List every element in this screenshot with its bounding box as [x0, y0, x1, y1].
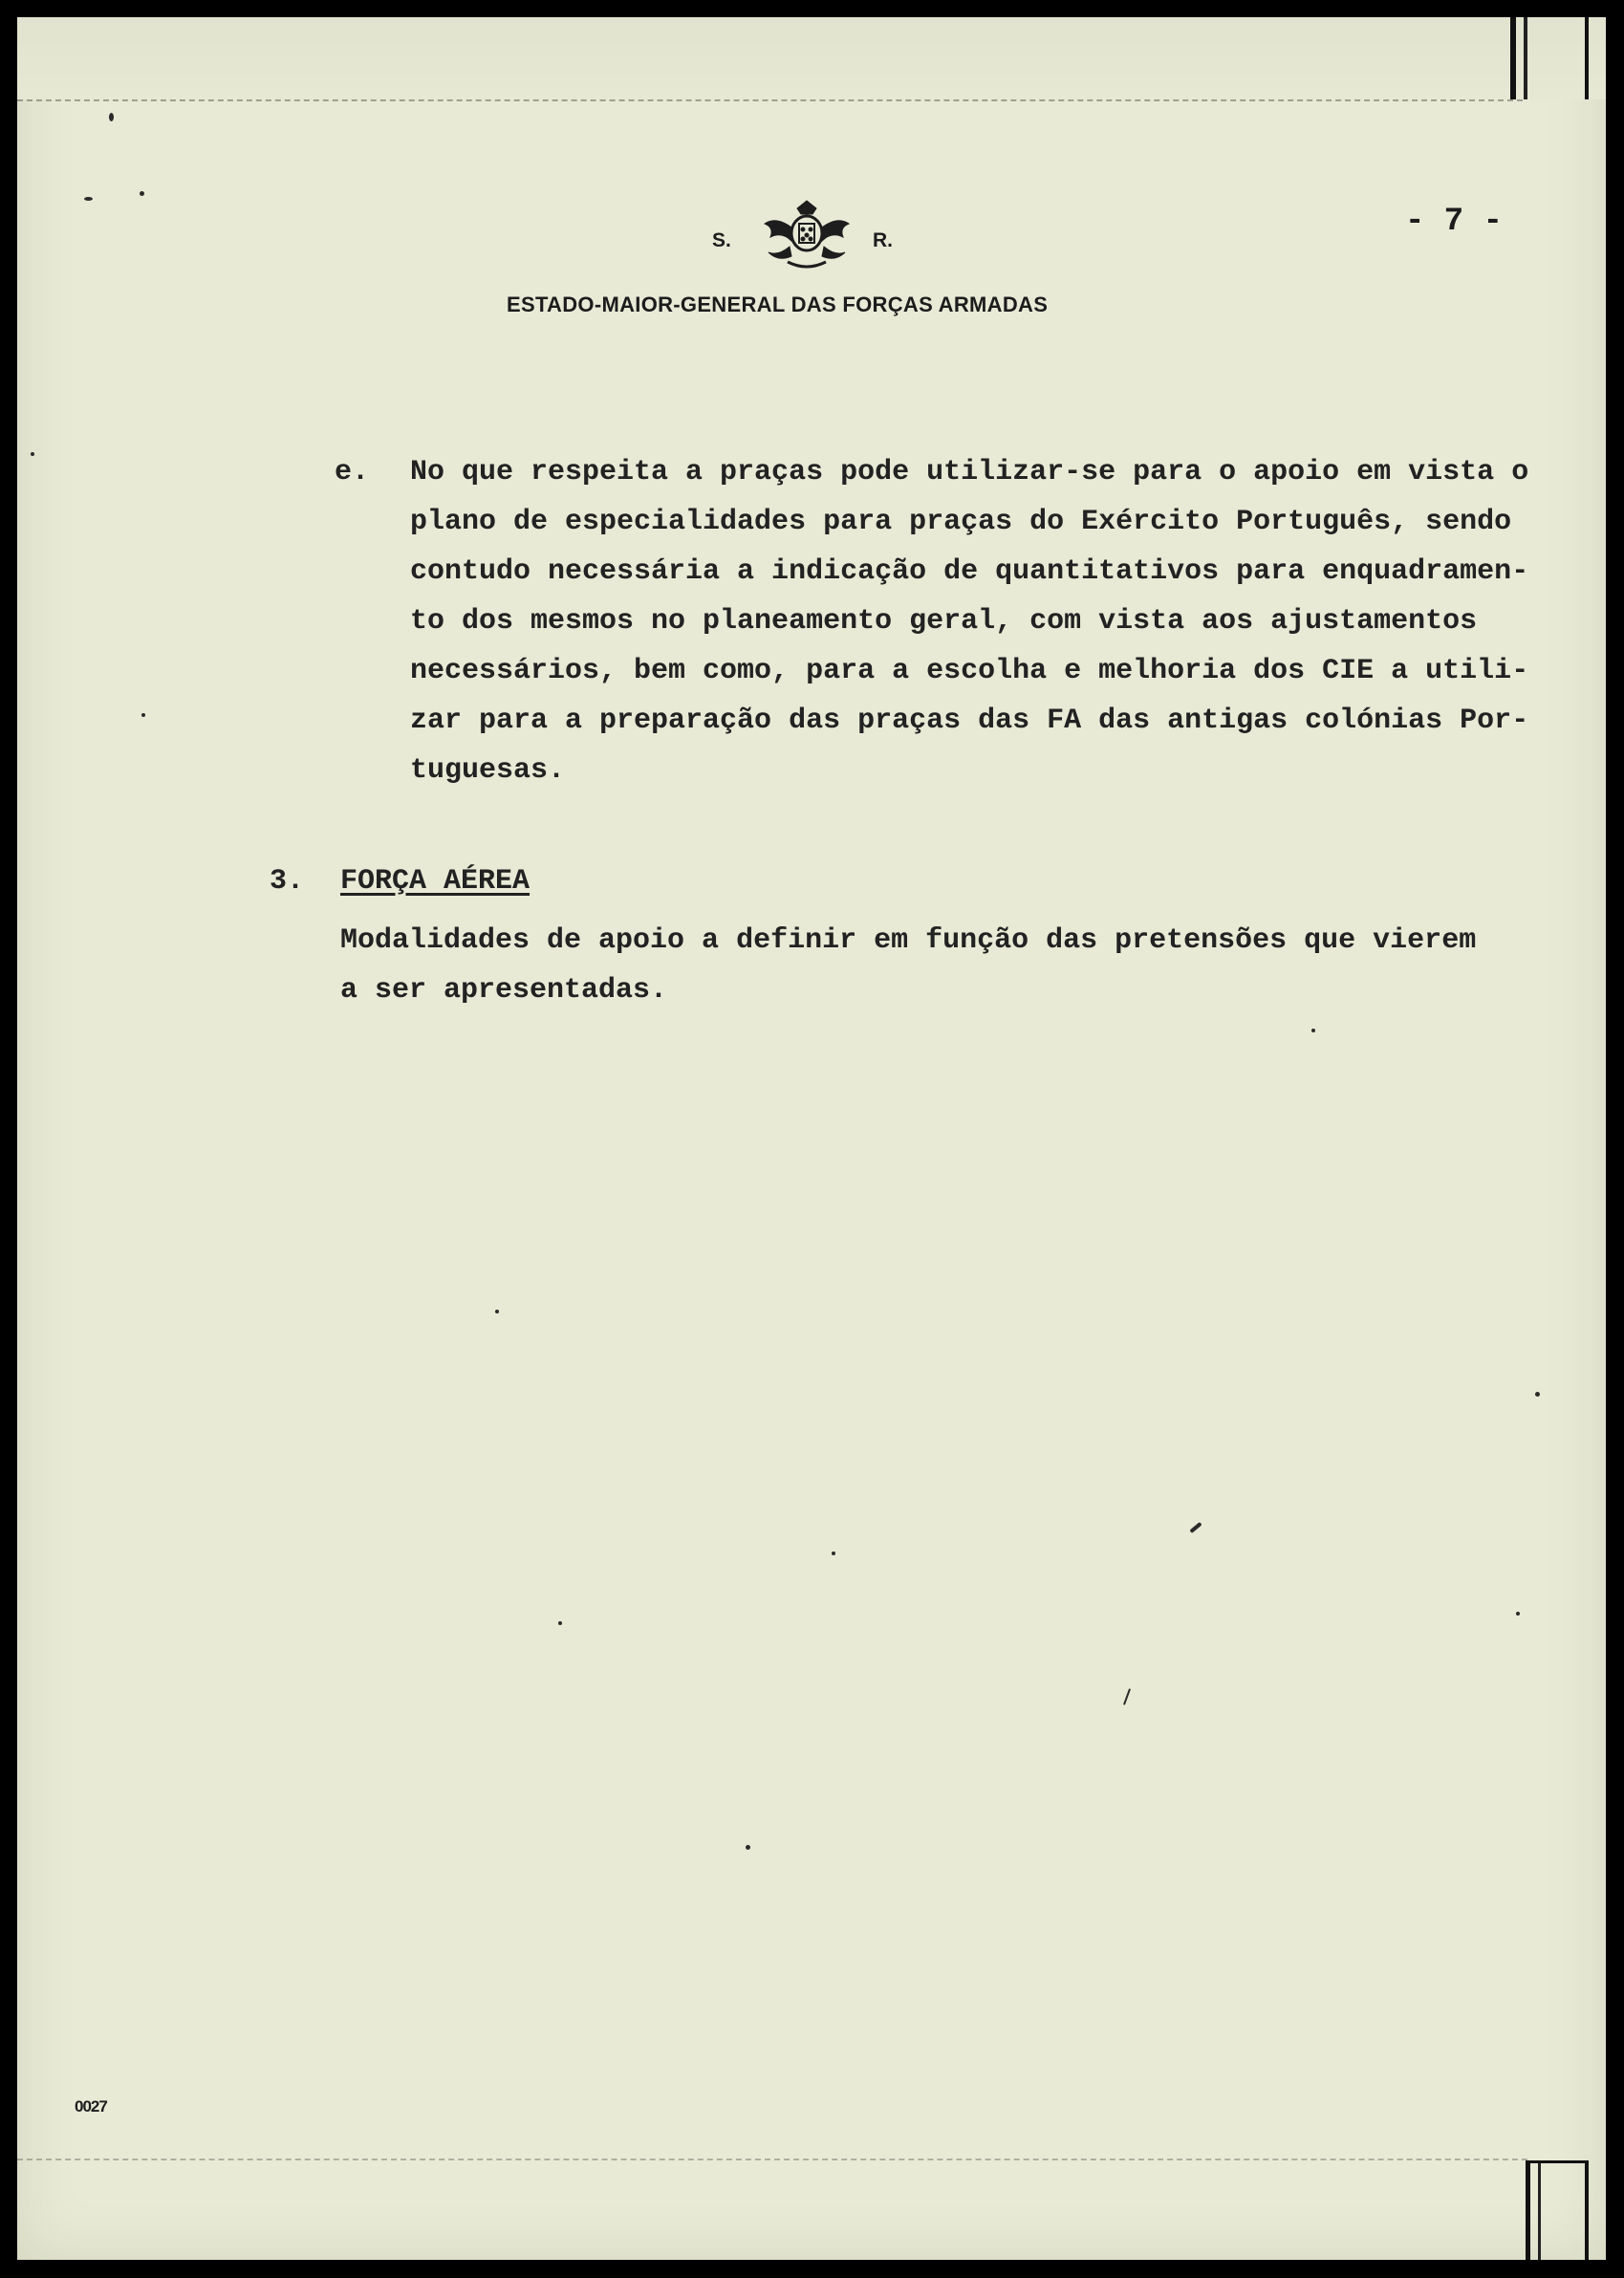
paragraph-e-marker: e. — [335, 456, 370, 488]
paragraph-e-line: contudo necessária a indicação de quantitativos para enquadramen- — [410, 555, 1529, 588]
bottom-fold-line — [17, 2159, 1527, 2160]
page-number: - 7 - — [1405, 204, 1504, 240]
top-strip — [17, 17, 1606, 99]
paper-speck — [140, 191, 144, 196]
organization-name: ESTADO-MAIOR-GENERAL DAS FORÇAS ARMADAS — [507, 293, 1049, 316]
section-3-line: a ser apresentadas. — [340, 974, 668, 1007]
section-3-title: FORÇA AÉREA — [340, 865, 531, 898]
coat-of-arms-icon — [759, 199, 855, 271]
paper-speck — [1516, 1612, 1520, 1616]
scan-frame-bottom-right — [1526, 2160, 1589, 2260]
paper-speck — [495, 1310, 499, 1313]
scan-frame-inner — [1524, 17, 1527, 99]
paper-speck — [746, 1845, 750, 1850]
paragraph-e-line: to dos mesmos no planeamento geral, com vista aos ajustamentos — [410, 605, 1478, 638]
scan-frame-inner — [1538, 2163, 1541, 2260]
file-code: 0027 — [75, 2097, 107, 2115]
paragraph-e-line: No que respeita a praças pode utilizar-se para o apoio em vista o — [410, 456, 1529, 488]
paper-speck — [832, 1551, 835, 1555]
section-3-line: Modalidades de apoio a definir em função das pretensões que vierem — [340, 924, 1477, 957]
paper-speck — [141, 713, 145, 717]
section-3-number: 3. — [270, 865, 305, 898]
paper-speck — [1123, 1688, 1131, 1705]
paper-speck — [1189, 1522, 1202, 1533]
paper-speck — [31, 452, 34, 456]
section-3-body — [340, 916, 1476, 1015]
paragraph-e-line: zar para a preparação das praças das FA das antigas colónias Por- — [410, 705, 1529, 737]
scan-frame-top-right — [1510, 17, 1589, 99]
paper-speck — [1535, 1392, 1540, 1397]
paper-speck — [84, 197, 93, 201]
document-header — [17, 189, 1606, 342]
document-page — [17, 17, 1606, 2260]
secrecy-mark-r: R. — [873, 229, 893, 251]
paragraph-e-line: necessários, bem como, para a escolha e melhoria dos CIE a utili- — [410, 655, 1529, 687]
paper-speck — [558, 1621, 562, 1625]
paragraph-e-text — [410, 447, 1528, 795]
secrecy-mark-s: S. — [712, 229, 731, 251]
paper-speck — [109, 113, 114, 121]
paper-speck — [1311, 1029, 1315, 1032]
top-fold-line — [17, 99, 1523, 101]
paragraph-e-line: plano de especialidades para praças do Exército Português, sendo — [410, 506, 1512, 538]
paragraph-e-line: tuguesas. — [410, 754, 566, 787]
